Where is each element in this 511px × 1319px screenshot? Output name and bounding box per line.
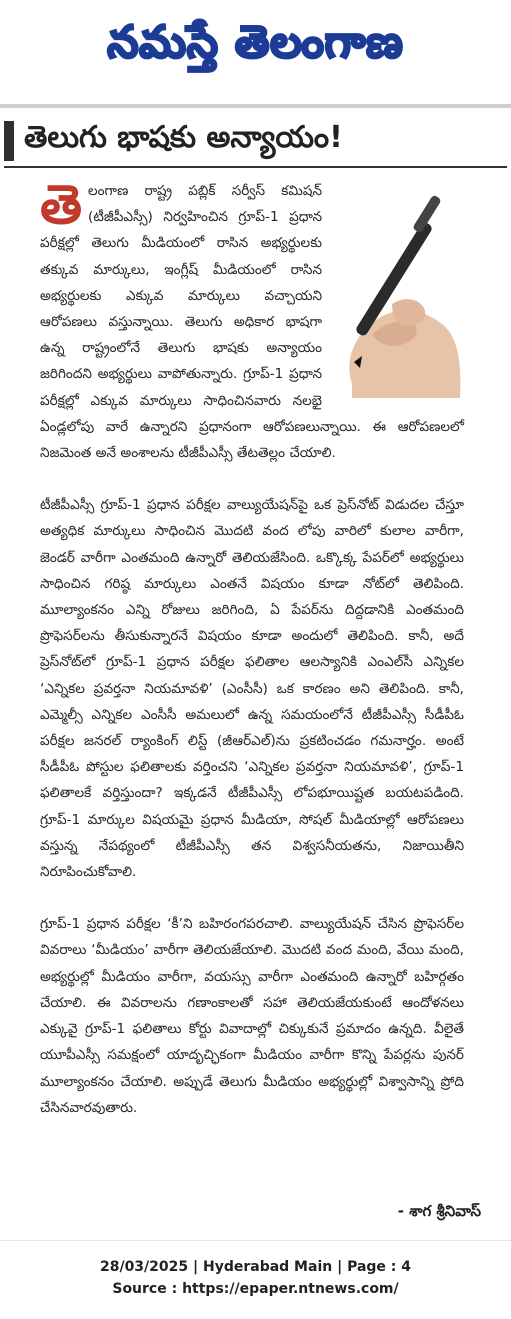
masthead-divider xyxy=(0,104,511,108)
footer-divider xyxy=(0,1240,511,1241)
masthead-title: నమస్తే తెలంగాణ xyxy=(107,17,404,68)
article-headline: తెలుగు భాషకు అన్యాయం! xyxy=(24,120,343,155)
masthead xyxy=(0,0,511,96)
article-body xyxy=(40,173,464,1147)
article-paragraph-2: టీజీపీఎస్సీ గ్రూప్-1 ప్రధాన పరీక్షల వాల్యుయేషన్‌పై ఒక ప్రెస్‌నోట్ విడుదల చేస్తూ అత్యధిక మార్కులు సాధించిన మొదటి వంద లోపు వారిలో కులాల వారీగా, జెండర్ వారీగా ఎంతమంది ఉన్నారో తెలియజేసింది. ఒక్కొక్క పేపర్‌లో అభ్యర్థులు సాధించిన గరిష్ఠ మార్కులు ఎంతనే విషయం కూడా నోట్‌లో తెలిపింది. మూల్యాంకనం ఎన్ని రోజులు జరిగింది, ఏ పేపర్‌ను దిద్దడానికి ఎంతమంది ప్రొఫెసర్‌లను తీసుకున్నారనే విషయం కూడా అందులో తెలిపింది. కానీ, అదే ప్రెస్‌నోట్‌లో గ్రూప్-1 ప్రధాన పరీక్షల ఫలితాల ఆలస్యానికి ఎంఎల్‌సీ ఎన్నికల ‘ఎన్నికల ప్రవర్తనా నియమావళి’ (ఎంసీసీ) ఒక కారణం అని తెలిపింది. కానీ, ఎమ్మెల్సీ ఎన్నికల ఎంసీసీ అమలులో ఉన్న సమయంలోనే టీజీపీఎస్సీ సీడీపీఓ పరీక్షల జనరల్ ర్యాంకింగ్ లిస్ట్ (జీఆర్ఎల్)ను ప్రకటించడం గమనార్హం. అంటే సీడీపీఓ పోస్టుల ఫలితాలకు వర్తించని ‘ఎన్నికల ప్రవర్తనా నియమావళి’, గ్రూప్-1 ఫలితాలకే వర్తిస్తుందా? ఇక్కడనే టీజీపీఎస్సీ లోపభూయిష్టత బయటపడింది. గ్రూప్-1 మార్కుల విషయమై ప్రధాన మీడియా, సోషల్ మీడియాల్లో ఆరోపణలు వస్తున్న నేపథ్యంలో టీజీపీఎస్సీ తన విశ్వసనీయతను, నిజాయితీని నిరూపించుకోవాలి. xyxy=(40,497,464,881)
dropcap: తె xyxy=(40,173,83,236)
pen-in-hand-image xyxy=(332,184,464,398)
author-signature: - శాగ శ్రీనివాస్ xyxy=(397,1202,481,1220)
footer-date-edition: 28/03/2025 | Hyderabad Main | Page : 4 xyxy=(99,1259,412,1275)
headline-underline xyxy=(4,166,507,168)
article-paragraph-3: గ్రూప్-1 ప్రధాన పరీక్షల ‘కీ’ని బహిరంగపరచాలి. వాల్యుయేషన్ చేసిన ప్రొఫెసర్‌ల వివరాలు ‘మీడియం’ వారీగా తెలియజేయాలి. మొదటి వంద మంది, వేయి మంది, అభ్యర్థుల్లో మీడియం వారీగా, వయస్సు వారీగా ఎంతమంది ఉన్నారో బహిర్గతం చేయాలి. ఈ వివరాలను గణాంకాలతో సహా తెలియజేయకుంటే ఆందోళనలు ఎక్కువై గ్రూప్-1 ఫలితాలు కోర్టు వివాదాల్లో చిక్కుకునే ప్రమాదం ఉన్నది. వీలైతే యూపీఎస్సీ సమక్షంలో యాదృచ్ఛికంగా మీడియం వారీగా కొన్ని పేపర్లను పునర్ మూల్యాంకనం చేయాలి. అప్పుడే తెలుగు మీడియం అభ్యర్థుల్లో విశ్వాసాన్ని ప్రోది చేసినవారవుతారు. xyxy=(40,916,464,1116)
footer-source: Source : https://epaper.ntnews.com/ xyxy=(112,1281,399,1297)
article-paragraph-1 xyxy=(40,173,464,466)
paragraph-text: లంగాణ రాష్ట్ర పబ్లిక్ సర్వీస్ కమిషన్ (టీజీపీఎస్సీ) నిర్వహించిన గ్రూప్-1 ప్రధాన పరీక్షల్లో తెలుగు మీడియంలో రాసిన అభ్యర్థులకు తక్కువ మార్కులు, ఇంగ్లీష్ మీడియంలో రాసిన అభ్యర్థులకు ఎక్కువ మార్కులు వచ్చాయని ఆరోపణలు వస్తున్నాయి. తెలుగు అధికార భాషగా ఉన్న రాష్ట్రంలోనే తెలుగు భాషకు అన్యాయం జరిగిందని అభ్యర్థులు వాపోతున్నారు. గ్రూప్-1 ప్రధాన పరీక్షల్లో ఎక్కువ మార్కులు సాధించినవారు నలభై ఏండ్లలోపు వారే ఉన్నారని ప్రధానంగా ఆరోపణలున్నాయి. ఈ ఆరోపణలలో నిజమెంత అనే అంశాలను టీజీపీఎస్సీ తేటతెల్లం చేయాలి. xyxy=(40,183,464,462)
headline-row xyxy=(4,120,507,162)
headline-marker xyxy=(4,121,14,161)
